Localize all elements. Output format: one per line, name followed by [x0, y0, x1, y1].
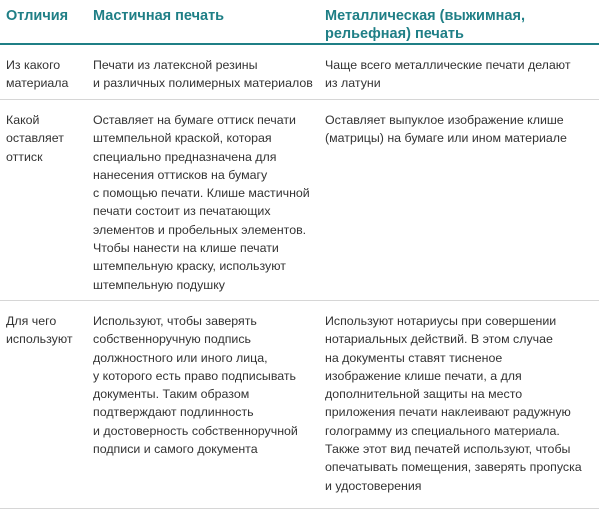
metal-cell: Используют нотариусы при совершении нотариальных действий. В этом случае на документы ставят тисненое изображение клише печати, а для дополнительной защиты на место приложения печати наклеивают радужную голограмму из специального материала. Также этот вид печатей используют, чтобы опечатывать помещения, заверять пропуска и удостоверения [325, 314, 582, 493]
table-row [0, 301, 599, 509]
row-label: Для чего используют [6, 314, 73, 347]
metal-cell: Чаще всего металлические печати делают из латуни [325, 58, 571, 91]
row-label: Какой оставляет оттиск [6, 113, 64, 164]
header-metal-stamp: Металлическая (выжимная, рельефная) печать [325, 8, 525, 42]
mastic-cell: Печати из латексной резины и различных полимерных материалов [93, 58, 313, 91]
table-header-row [0, 0, 599, 45]
row-label: Из какого материала [6, 58, 69, 91]
header-mastic-stamp: Мастичная печать [93, 8, 225, 24]
table-row [0, 45, 599, 100]
header-differences: Отличия [6, 8, 69, 24]
mastic-cell: Используют, чтобы заверять собственноручную подпись должностного или иного лица, у которого есть право подписывать документы. Таким образом подтверждают подлинность и достоверность собственноручной подписи и самого документа [93, 314, 298, 457]
mastic-cell: Оставляет на бумаге оттиск печати штемпельной краской, которая специально предназначена для нанесения оттисков на бумагу с помощью печати. Клише мастичной печати состоит из печатающих элементов и пробельных элементов. Чтобы нанести на клише печати штемпельную краску, используют штемпельную подушку [93, 113, 310, 292]
metal-cell: Оставляет выпуклое изображение клише (матрицы) на бумаге или ином материале [325, 113, 567, 146]
table-row [0, 100, 599, 301]
